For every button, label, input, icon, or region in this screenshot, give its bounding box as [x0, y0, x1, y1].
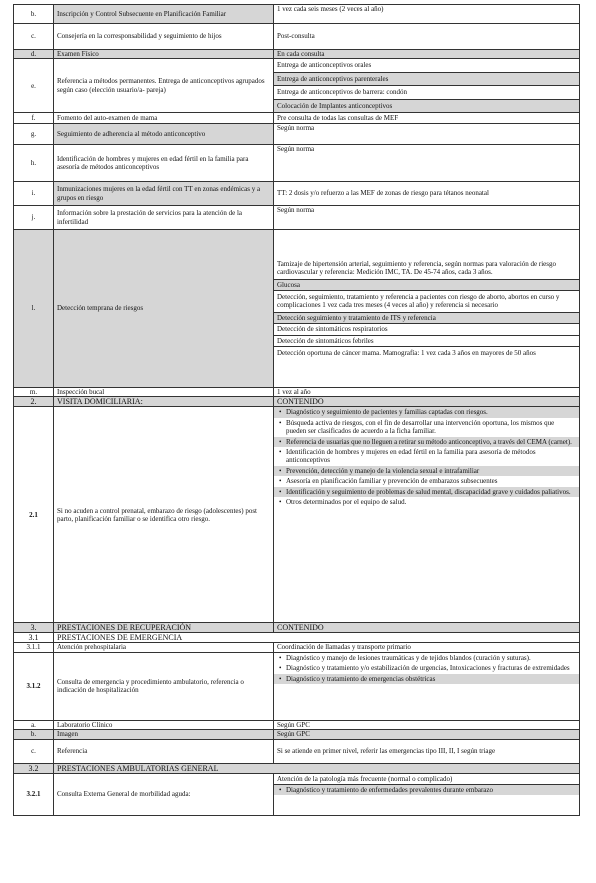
- row-code: m.: [14, 388, 54, 397]
- sub-item: Atención de la patología más frecuente (normal o complicado): [274, 774, 579, 785]
- row-content: Según norma: [274, 145, 580, 182]
- row-code: 2.1: [14, 407, 54, 623]
- row-content: Según GPC: [274, 720, 580, 729]
- list-item: • Diagnóstico y seguimiento de pacientes y familias captadas con riesgos.: [274, 407, 579, 417]
- sub-item: Detección oportuna de cáncer mama. Mamografía: 1 vez cada 3 años en mayores de 50 años: [277, 348, 536, 357]
- section-header: [14, 633, 580, 643]
- list-item: • Referencia de usuarias que no lleguen a retirar su método anticonceptivo, a través del CEMA (carnet).: [274, 437, 579, 447]
- row-content: Según GPC: [274, 730, 580, 739]
- sub-item: Detección de sintomáticos respiratorios: [274, 324, 579, 335]
- table-row: [14, 5, 580, 24]
- row-label: Inmunizaciones mujeres en la edad fértil con TT en zonas endémicas y a grupos en riesgo: [54, 182, 274, 206]
- table-row: [14, 773, 580, 815]
- section-title: PRESTACIONES DE EMERGENCIA: [54, 633, 580, 643]
- list-item: • Diagnóstico y tratamiento de enfermedades prevalentes durante embarazo: [274, 785, 579, 795]
- section-content-header: CONTENIDO: [274, 623, 580, 633]
- row-content: Si se atiende en primer nivel, referir las emergencias tipo III, II, I según triage: [274, 739, 580, 763]
- list-item: • Asesoría en planificación familiar y prevención de embarazos subsecuentes: [286, 476, 576, 486]
- list-item: • Diagnóstico y tratamiento de emergencias obstétricas: [274, 674, 579, 684]
- row-content: En cada consulta: [274, 50, 580, 59]
- section-header: [14, 763, 580, 773]
- services-table: [13, 4, 580, 816]
- row-code: 3.1.1: [14, 643, 54, 652]
- section-header: [14, 623, 580, 633]
- sub-item: Glucosa: [274, 280, 579, 291]
- row-label: Identificación de hombres y mujeres en edad fértil en la familia para asesoría de métodos anticonceptivos: [54, 145, 274, 182]
- row-code: d.: [14, 50, 54, 59]
- list-item: • Diagnóstico y manejo de lesiones traumáticas y de tejidos blandos (curación y suturas).: [286, 653, 576, 663]
- table-row: [14, 652, 580, 720]
- row-code: h.: [14, 145, 54, 182]
- row-content: 1 vez cada seis meses (2 veces al año): [274, 5, 580, 24]
- row-label: Referencia: [54, 739, 274, 763]
- sub-item: Entrega de anticonceptivos orales: [274, 59, 579, 72]
- section-title: VISITA DOMICILIARIA:: [54, 397, 274, 407]
- row-code: g.: [14, 124, 54, 145]
- row-label: Información sobre la prestación de servicios para la atención de la infertilidad: [54, 206, 274, 230]
- table-row: [14, 206, 580, 230]
- table-row: [14, 24, 580, 50]
- sub-item: Colocación de Implantes anticonceptivos: [274, 100, 579, 112]
- section-header: [14, 397, 580, 407]
- section-code: 2.: [14, 397, 54, 407]
- row-content: Coordinación de llamadas y transporte primario: [274, 643, 580, 652]
- row-label: Consulta de emergencia y procedimiento ambulatorio, referencia o indicación de hospitalización: [54, 652, 274, 720]
- list-item: • Identificación y seguimiento de problemas de salud mental, discapacidad grave y cuidados paliativos.: [274, 487, 579, 497]
- row-content: TT: 2 dosis y/o refuerzo a las MEF de zonas de riesgo para tétanos neonatal: [274, 182, 580, 206]
- table-row: [14, 50, 580, 59]
- section-content-header: CONTENIDO: [274, 397, 580, 407]
- bullet-list: [277, 407, 576, 507]
- section-code: 3.: [14, 623, 54, 633]
- row-code: b.: [14, 5, 54, 24]
- row-content: [274, 652, 580, 720]
- row-content: [274, 773, 580, 815]
- sub-item: Entrega de anticonceptivos parenterales: [274, 73, 579, 86]
- list-item: • Diagnóstico y tratamiento y/o estabilización de urgencias, Intoxicaciones y fracturas de extremidades: [286, 663, 576, 673]
- table-row: [14, 230, 580, 388]
- sub-item: Entrega de anticonceptivos de barrera: condón: [274, 86, 579, 99]
- row-code: c.: [14, 739, 54, 763]
- table-row: [14, 720, 580, 729]
- sub-item: Detección, seguimiento, tratamiento y referencia a pacientes con riesgo de aborto, abortos en curso y complicaciones 1 vez cada tres meses (4 veces al año) y referencia si necesario: [274, 291, 579, 313]
- document-page: [13, 4, 579, 816]
- row-label: Inscripción y Control Subsecuente en Planificación Familiar: [54, 5, 274, 24]
- row-content: Según norma: [274, 124, 580, 145]
- row-code: i.: [14, 182, 54, 206]
- bullet-list: [277, 785, 576, 795]
- sub-item: Detección seguimiento y tratamiento de ITS y referencia: [274, 313, 579, 324]
- row-label: Imagen: [54, 730, 274, 739]
- row-content: [274, 230, 580, 388]
- row-content: Post-consulta: [274, 24, 580, 50]
- table-row: [14, 124, 580, 145]
- row-code: l.: [14, 230, 54, 388]
- list-item: • Otros determinados por el equipo de salud.: [286, 497, 576, 507]
- sub-item: Tamizaje de hipertensión arterial, seguimiento y referencia, según normas para valoración de riesgo cardiovascular y referencia: Medición IMC, TA. De 45-74 años, cada 3 años.: [274, 258, 579, 280]
- row-code: 3.1.2: [14, 652, 54, 720]
- row-code: b.: [14, 730, 54, 739]
- row-label: Consulta Externa General de morbilidad aguda:: [54, 773, 274, 815]
- row-code: j.: [14, 206, 54, 230]
- row-code: 3.2.1: [14, 773, 54, 815]
- table-row: [14, 59, 580, 113]
- row-content: 1 vez al año: [274, 388, 580, 397]
- list-item: • Prevención, detección y manejo de la violencia sexual e intrafamiliar: [274, 466, 579, 476]
- table-row: [14, 388, 580, 397]
- sub-item: Detección de sintomáticos febriles: [274, 336, 579, 347]
- list-item: • Identificación de hombres y mujeres en edad fértil en la familia para asesoría de métodos anticonceptivos: [286, 447, 576, 466]
- table-row: [14, 730, 580, 739]
- section-title: PRESTACIONES DE RECUPERACIÓN: [54, 623, 274, 633]
- section-code: 3.2: [14, 763, 54, 773]
- row-label: Si no acuden a control prenatal, embarazo de riesgo (adolescentes) post parto, planificación familiar o se identifica otro riesgo.: [54, 407, 274, 623]
- row-code: f.: [14, 113, 54, 124]
- row-label: Referencia a métodos permanentes. Entrega de anticonceptivos agrupados según caso (elección usuario/a- pareja): [54, 59, 274, 113]
- row-content: [274, 59, 580, 113]
- table-row: [14, 182, 580, 206]
- row-code: e.: [14, 59, 54, 113]
- bullet-list: [277, 653, 576, 684]
- row-label: Inspección bucal: [54, 388, 274, 397]
- row-content: [274, 407, 580, 623]
- row-code: a.: [14, 720, 54, 729]
- table-row: [14, 407, 580, 623]
- table-row: [14, 643, 580, 652]
- row-code: c.: [14, 24, 54, 50]
- row-label: Seguimiento de adherencia al método anticonceptivo: [54, 124, 274, 145]
- list-item: • Búsqueda activa de riesgos, con el fin de desarrollar una intervención oportuna, los mismos que pueden ser clasificados de acuerdo a la ficha familiar.: [286, 418, 576, 437]
- table-row: [14, 113, 580, 124]
- table-row: [14, 739, 580, 763]
- row-label: Detección temprana de riesgos: [54, 230, 274, 388]
- table-row: [14, 145, 580, 182]
- row-label: Examen Físico: [54, 50, 274, 59]
- section-title: PRESTACIONES AMBULATORIAS GENERAL: [54, 763, 580, 773]
- row-label: Fomento del auto-examen de mama: [54, 113, 274, 124]
- row-content: Según norma: [274, 206, 580, 230]
- row-label: Atención prehospitalaria: [54, 643, 274, 652]
- row-label: Laboratorio Clínico: [54, 720, 274, 729]
- row-content: Pre consulta de todas las consultas de MEF: [274, 113, 580, 124]
- section-code: 3.1: [14, 633, 54, 643]
- row-label: Consejería en la corresponsabilidad y seguimiento de hijos: [54, 24, 274, 50]
